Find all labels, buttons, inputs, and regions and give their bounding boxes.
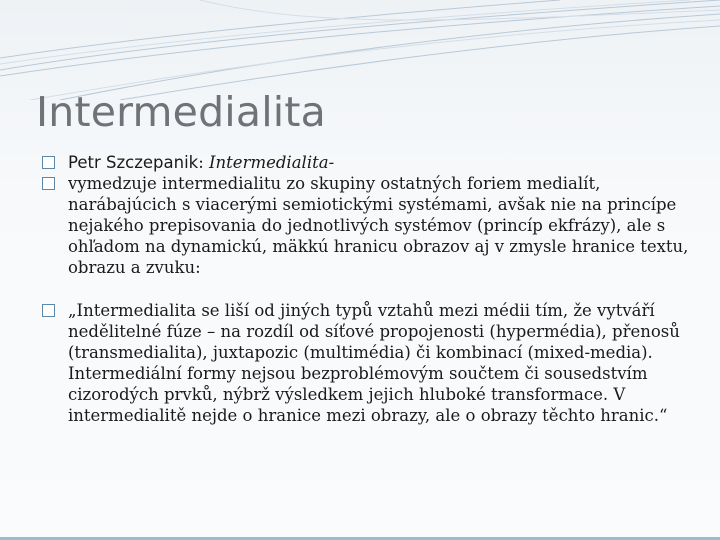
- slide-title: Intermedialita: [36, 88, 327, 136]
- decorative-header-lines: [0, 0, 720, 100]
- square-bullet-icon: [42, 177, 55, 190]
- author-separator: :: [198, 153, 210, 172]
- list-item: [40, 300, 690, 426]
- author-name: Petr Szczepanik: [68, 153, 199, 172]
- square-bullet-icon: [42, 304, 55, 317]
- bullet-text: vymedzuje intermedialitu zo skupiny ostatných foriem medialít, narábajúcich s viacerými semiotickými systémami, avšak nie na princípe nejakého prepisovania do jednotlivých systémov (princíp ekfrázy), ale s ohľadom na dynamickú, mäkkú hranicu obrazov aj v zmysle hranice textu, obrazu a zvuku:: [68, 174, 689, 277]
- list-item: [40, 173, 690, 278]
- square-bullet-icon: [42, 156, 55, 169]
- list-item: [40, 152, 690, 173]
- bullet-list: [40, 152, 690, 426]
- work-title: Intermedialita-: [209, 153, 335, 172]
- quote-text: „Intermedialita se liší od jiných typů vztahů mezi médii tím, že vytváří nedělitelné fúze – na rozdíl od síťové propojenosti (hypermédia), přenosů (transmedialita), juxtapozic (multimédia) či kombinací (mixed-media). Intermediální formy nejsou bezproblémovým součtem či sousedstvím cizorodých prvků, nýbrž výsledkem jejich hluboké transformace. V intermedialitě nejde o hranice mezi obrazy, ale o obrazy těchto hranic.“: [68, 301, 680, 425]
